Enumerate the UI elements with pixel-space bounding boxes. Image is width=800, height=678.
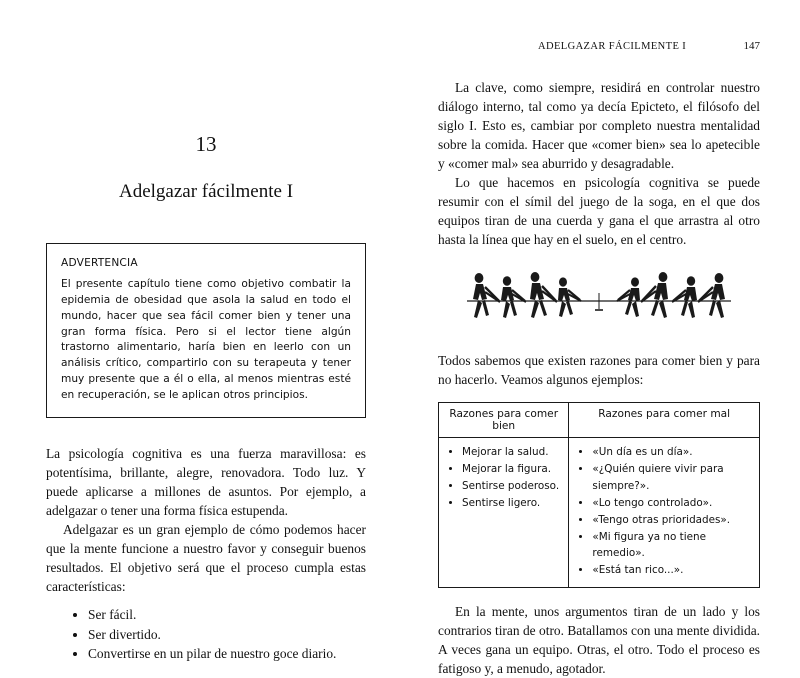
table-header-bad: Razones para comer mal [569, 403, 760, 438]
list-item: • «Mi figura ya no tiene remedio». [592, 529, 750, 563]
advertencia-body: El presente capítulo tiene como objetivo combatir la epidemia de obesidad que asola la salud en todo el mundo, hacer que sea fácil comer bien y tener una gran forma física. Pero si el lector tiene algún trastorno alimentario, haría bien en leerlo con un análisis crítico, compartirlo con su terapeuta y tener muy presente que a él o ella, al menos mientras esté en recuperación, se le aplican otros principios. [61, 277, 351, 402]
table-header-good: Razones para comer bien [439, 403, 569, 438]
list-item: • «Lo tengo controlado». [592, 495, 750, 512]
objective-bullet-list [46, 605, 366, 664]
right-paragraph-1: La clave, como siempre, residirá en controlar nuestro diálogo interno, tal como ya decía Epicteto, el filósofo del siglo I. Esto es, cambiar por completo nuestra mentalidad sobre la comida. Hacer que «comer bien» sea lo apetecible y «comer mal» sea aburrido y desagradable. [438, 80, 760, 172]
list-item: • Ser divertido. [88, 625, 366, 645]
list-item: • Mejorar la figura. [462, 461, 559, 478]
reasons-table [438, 402, 760, 588]
advertencia-box [46, 243, 366, 418]
table-row [439, 438, 760, 588]
tug-of-war-illustration [438, 263, 760, 335]
running-head-title: ADELGAZAR FÁCILMENTE I [538, 41, 687, 52]
advertencia-heading: ADVERTENCIA [61, 257, 138, 269]
table-cell-good-reasons [439, 438, 569, 588]
right-page-column [438, 40, 760, 678]
left-page-column [46, 40, 366, 664]
table-header-row [439, 403, 760, 438]
bad-reasons-list [578, 444, 750, 579]
list-item: • Mejorar la salud. [462, 444, 559, 461]
left-paragraph-2: Adelgazar es un gran ejemplo de cómo podemos hacer que la mente funcione a nuestro favor y conseguir buenos resultados. El objetivo será que el proceso cumpla estas características: [46, 522, 366, 595]
list-item: • Sentirse poderoso. [462, 478, 559, 495]
list-item: • Convertirse en un pilar de nuestro goce diario. [88, 644, 366, 664]
good-reasons-list [448, 444, 559, 511]
right-paragraph-3: Todos sabemos que existen razones para comer bien y para no hacerlo. Veamos algunos ejemplos: [438, 353, 760, 388]
list-item: • «Está tan rico...». [592, 562, 750, 579]
list-item: • «Tengo otras prioridades». [592, 512, 750, 529]
table-cell-bad-reasons [569, 438, 760, 588]
left-paragraph-1: La psicología cognitiva es una fuerza maravillosa: es potentísima, brillante, alegre, renovadora. Todo luz. Y puede aplicarse a millones de asuntos. Por ejemplo, a adelgazar o tener una forma física estupenda. [46, 446, 366, 519]
list-item: • Sentirse ligero. [462, 495, 559, 512]
list-item: • «Un día es un día». [592, 444, 750, 461]
list-item: • Ser fácil. [88, 605, 366, 625]
list-item: • «¿Quién quiere vivir para siempre?». [592, 461, 750, 495]
running-head [438, 40, 760, 52]
right-paragraph-2: Lo que hacemos en psicología cognitiva se puede resumir con el símil del juego de la soga, en el que dos equipos tiran de una cuerda y gana el que arrastra al otro hasta la línea que hay en el suelo, en el centro. [438, 175, 760, 248]
page-number: 147 [743, 40, 760, 52]
chapter-title: Adelgazar fácilmente I [118, 181, 294, 202]
chapter-number: 13 [195, 132, 217, 156]
right-paragraph-4: En la mente, unos argumentos tiran de un lado y los contrarios tiran de otro. Batallamos con una mente dividida. A veces gana un equipo. Otras, el otro. Todo el proceso es fatigoso y, a menudo, agotador. [438, 604, 760, 677]
